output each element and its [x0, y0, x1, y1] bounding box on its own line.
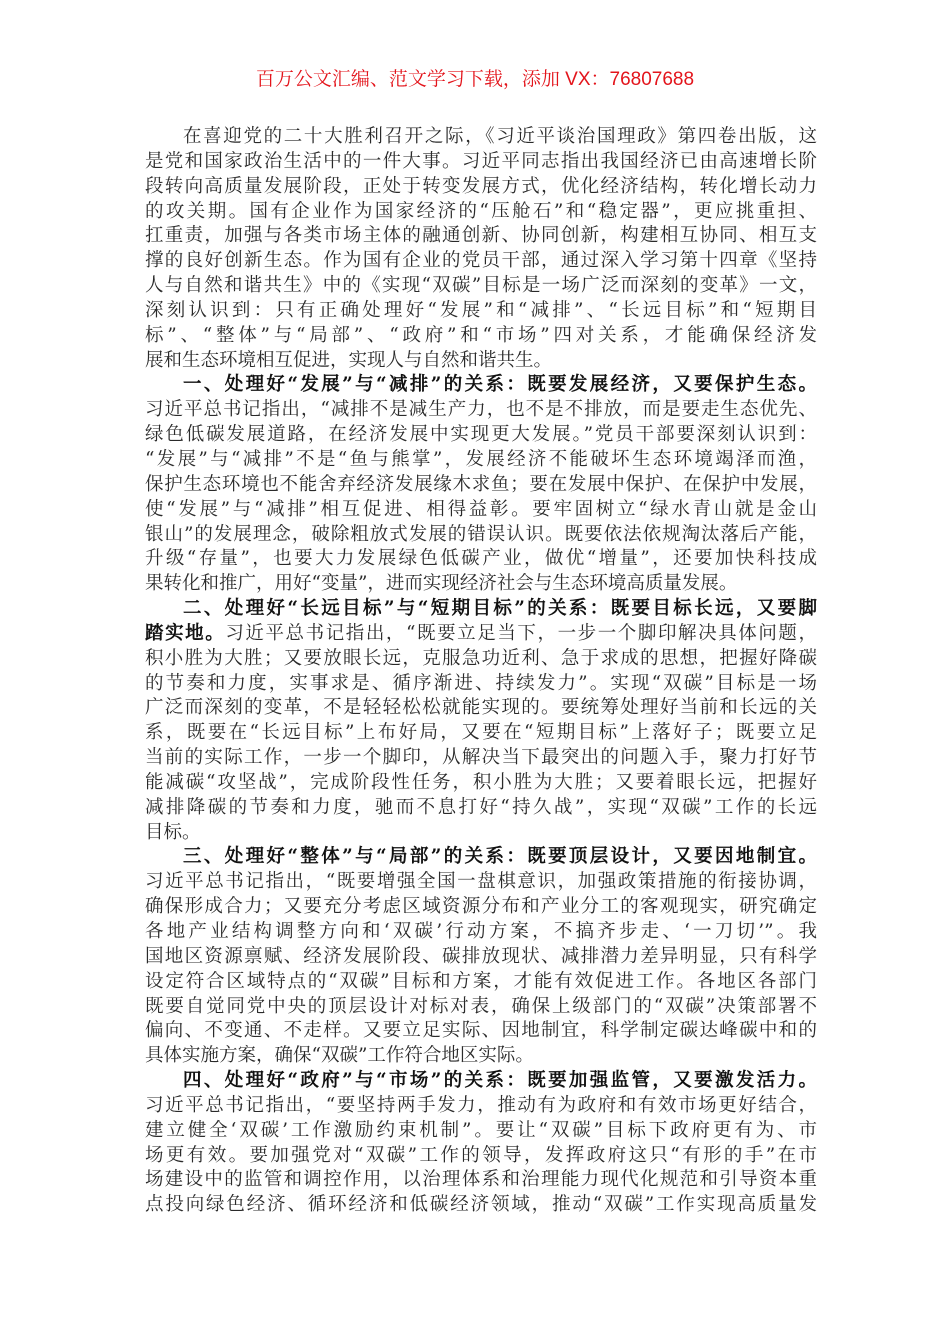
- body-text: 展和生态环境相互促进，实现人与自然和谐共生。: [145, 349, 553, 371]
- text-line: [145, 324, 817, 349]
- text-line: [145, 945, 817, 970]
- text-line: [145, 175, 817, 200]
- body-text: 在喜迎党的二十大胜利召开之际，《习近平谈治国理政》第四卷出版，这: [183, 126, 817, 147]
- section-paragraph: [145, 845, 817, 1069]
- body-text: 人与自然和谐共生》中的《实现“双碳”目标是一场广泛而深刻的变革》一文，: [145, 275, 817, 297]
- bold-text: 踏实地。: [145, 622, 226, 644]
- body-text: 国地区资源禀赋、经济发展阶段、碳排放现状、减排潜力差异明显，只有科学: [145, 945, 817, 967]
- body-text: 的攻关期。国有企业作为国家经济的“压舱石”和“稳定器”，更应挑重担、: [145, 200, 817, 222]
- text-line: [145, 746, 817, 771]
- body-text: 确保形成合力；又要充分考虑区域资源分布和产业分工的客观现实，研究确定: [145, 896, 817, 918]
- text-line: [145, 398, 817, 423]
- bold-text: 四、处理好“政府”与“市场”的关系：既要加强监管，又要激发活力。: [183, 1070, 817, 1092]
- text-line: [145, 870, 817, 895]
- text-line: [145, 274, 817, 299]
- text-line: [145, 224, 817, 249]
- text-line: [145, 498, 817, 523]
- text-line: [145, 473, 817, 498]
- body-text: 当前的实际工作，一步一个脚印，从解决当下最突出的问题入手，聚力打好节: [145, 747, 817, 769]
- text-line: [145, 249, 817, 274]
- body-text: 绿色低碳发展道路，在经济发展中实现更大发展。”党员干部要深刻认识到：: [145, 424, 817, 446]
- body-text: 具体实施方案，确保“双碳”工作符合地区实际。: [145, 1045, 534, 1067]
- body-text: 偏向、不变通、不走样。又要立足实际、因地制宜，科学制定碳达峰碳中和的: [145, 1020, 817, 1042]
- text-line: [145, 572, 817, 597]
- text-line: [145, 423, 817, 448]
- intro-paragraph: [145, 125, 817, 373]
- text-line: [145, 1119, 817, 1144]
- text-line: [145, 696, 817, 721]
- body-text: 建立健全‘双碳’工作激励约束机制”。要让“双碳”目标下政府更有为、市: [145, 1119, 817, 1141]
- text-line: [145, 547, 817, 572]
- section-heading-line: [145, 597, 817, 622]
- body-text: “发展”与“减排”不是“鱼与熊掌”，发展经济不能破坏生态环境竭泽而渔，: [145, 448, 817, 470]
- section-heading-line: [145, 845, 817, 870]
- body-text: 保护生态环境也不能舍弃经济发展缘木求鱼；要在发展中保护、在保护中发展，: [145, 473, 817, 495]
- body-text: 果转化和推广，用好“变量”，进而实现经济社会与生态环境高质量发展。: [145, 573, 738, 595]
- bold-text: 三、处理好“整体”与“局部”的关系：既要顶层设计，又要因地制宜。: [183, 846, 817, 868]
- body-text: 升级“存量”，也要大力发展绿色低碳产业，做优“增量”，还要加快科技成: [145, 548, 817, 570]
- text-line: [145, 1094, 817, 1119]
- body-text: 银山”的发展理念，破除粗放式发展的错误认识。既要依法依规淘汰落后产能，: [145, 523, 817, 545]
- body-text: 系，既要在“长远目标”上布好局，又要在“短期目标”上落好子；既要立足: [145, 722, 817, 744]
- body-text: 标”、“整体”与“局部”、“政府”和“市场”四对关系，才能确保经济发: [145, 324, 817, 346]
- section-heading-line: [145, 373, 817, 398]
- text-line: [145, 622, 817, 647]
- text-line: [145, 523, 817, 548]
- body-text: 习近平总书记指出，“减排不是减生产力，也不是不排放，而是要走生态优先、: [145, 399, 817, 421]
- text-line: [145, 125, 817, 150]
- body-text: 深刻认识到：只有正确处理好“发展”和“减排”、“长远目标”和“短期目: [145, 299, 817, 321]
- text-line: [145, 1193, 817, 1218]
- body-text: 场更有效。要加强党对“双碳”工作的领导，发挥政府这只“有形的手”在市: [145, 1144, 817, 1166]
- section-paragraph: [145, 373, 817, 597]
- section-paragraph: [145, 597, 817, 845]
- body-text: 段转向高质量发展阶段，正处于转变发展方式，优化经济结构，转化增长动力: [145, 175, 817, 197]
- bold-text: 一、处理好“发展”与“减排”的关系：既要发展经济，又要保护生态。: [183, 374, 817, 396]
- text-line: [145, 299, 817, 324]
- body-text: 广泛而深刻的变革，不是轻轻松松就能实现的。要统筹处理好当前和长远的关: [145, 697, 817, 719]
- body-text: 目标。: [145, 821, 201, 843]
- text-line: [145, 796, 817, 821]
- text-line: [145, 448, 817, 473]
- section-paragraph: [145, 1069, 817, 1218]
- text-line: [145, 920, 817, 945]
- text-line: [145, 1019, 817, 1044]
- body-text: 场建设中的监管和调控作用，以治理体系和治理能力现代化规范和引导资本重: [145, 1169, 817, 1191]
- body-text: 的节奏和力度，实事求是、循序渐进、持续发力”。实现“双碳”目标是一场: [145, 672, 817, 694]
- body-text: 习近平总书记指出，“既要增强全国一盘棋意识，加强政策措施的衔接协调，: [145, 871, 817, 893]
- body-text: 设定符合区域特点的“双碳”目标和方案，才能有效促进工作。各地区各部门: [145, 970, 817, 992]
- text-line: [145, 1168, 817, 1193]
- text-line: [145, 647, 817, 672]
- bold-text: 二、处理好“长远目标”与“短期目标”的关系：既要目标长远，又要脚: [183, 598, 817, 620]
- body-text: 减排降碳的节奏和力度，驰而不息打好“持久战”，实现“双碳”工作的长远: [145, 796, 817, 818]
- body-text: 既要自觉同党中央的顶层设计对标对表，确保上级部门的“双碳”决策部署不: [145, 995, 817, 1017]
- text-line: [145, 349, 817, 374]
- text-line: [145, 995, 817, 1020]
- body-text: 扛重责，加强与各类市场主体的融通创新、协同创新，构建相互协同、相互支: [145, 225, 817, 247]
- body-text: 点投向绿色经济、循环经济和低碳经济领域，推动“双碳”工作实现高质量发: [145, 1194, 817, 1216]
- download-banner: 百万公文汇编、范文学习下载，添加 VX：76807688: [255, 69, 695, 90]
- text-line: [145, 895, 817, 920]
- body-text: 撑的良好创新生态。作为国有企业的党员干部，通过深入学习第十四章《坚持: [145, 250, 817, 272]
- text-line: [145, 150, 817, 175]
- text-line: [145, 1144, 817, 1169]
- body-text: 是党和国家政治生活中的一件大事。习近平同志指出我国经济已由高速增长阶: [145, 150, 817, 172]
- text-line: [145, 200, 817, 225]
- section-heading-line: [145, 1069, 817, 1094]
- body-text: 习近平总书记指出，“既要立足当下，一步一个脚印解决具体问题，: [225, 622, 817, 644]
- body-text: 习近平总书记指出，“要坚持两手发力，推动有为政府和有效市场更好结合，: [145, 1094, 817, 1116]
- body-text: 积小胜为大胜；又要放眼长远，克服急功近利、急于求成的思想，把握好降碳: [145, 647, 817, 669]
- text-line: [145, 721, 817, 746]
- document-body: [145, 125, 817, 1218]
- text-line: [145, 970, 817, 995]
- text-line: [145, 1044, 817, 1069]
- body-text: 使“发展”与“减排”相互促进、相得益彰。要牢固树立“绿水青山就是金山: [145, 498, 817, 520]
- body-text: 能减碳“攻坚战”，完成阶段性任务，积小胜为大胜；又要着眼长远，把握好: [145, 771, 817, 793]
- text-line: [145, 821, 817, 846]
- text-line: [145, 771, 817, 796]
- body-text: 各地产业结构调整方向和‘双碳’行动方案，不搞齐步走、‘一刀切’”。我: [145, 921, 817, 942]
- text-line: [145, 672, 817, 697]
